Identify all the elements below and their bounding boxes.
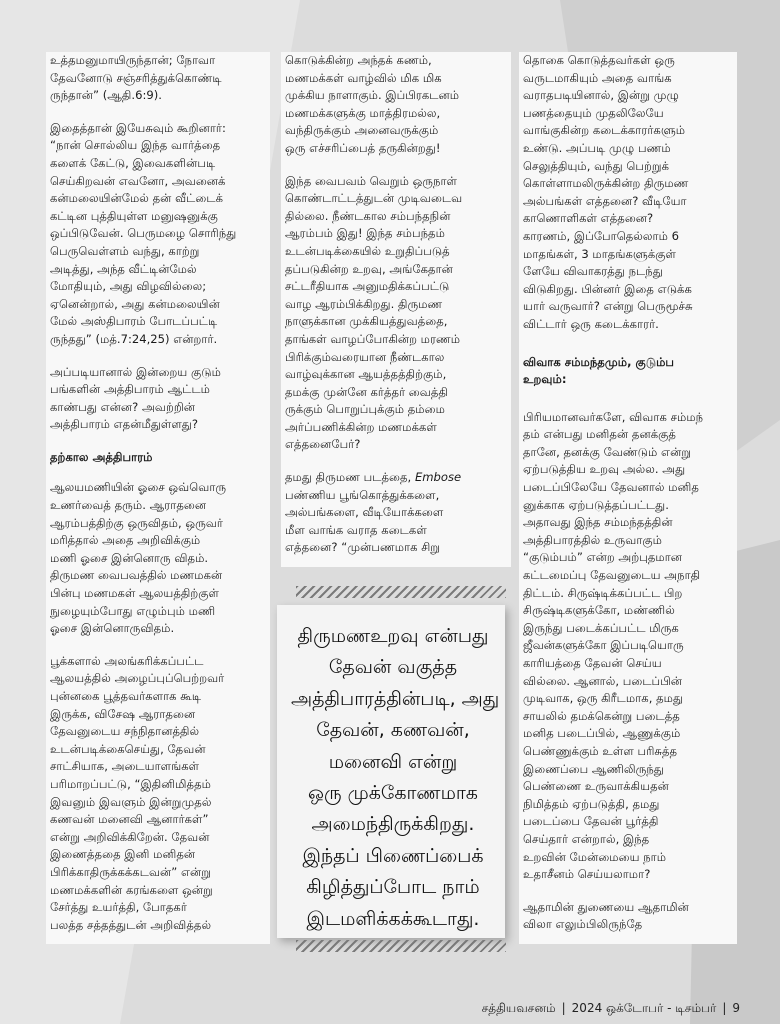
- paragraph: உத்தமனுமாயிருந்தான்; நோவா தேவனோடு சஞ்சரித்துக்கொண்டி ருந்தான்” (ஆதி.6:9).: [50, 53, 222, 103]
- paragraph: ஆதாமின் துணையை ஆதாமின் விலா எலும்பிலிருந்தே: [523, 899, 689, 932]
- pull-quote-line: ஒரு முக்கோணமாக: [308, 782, 478, 805]
- pull-quote-line: மனைவி என்று: [328, 750, 458, 773]
- article-column-3: [519, 52, 737, 944]
- pull-quote-line: இடமளிக்கக்கூடாது.: [306, 907, 480, 930]
- page-footer: சத்தியவசனம் | 2024 ஒக்டோபர் - டிசம்பர் | 9: [481, 1001, 740, 1015]
- pull-quote-line: கிழித்துப்போட நாம்: [306, 876, 480, 899]
- pull-quote-hatch-bottom: [296, 940, 506, 952]
- magazine-title: சத்தியவசனம்: [481, 1001, 556, 1015]
- paragraph: [285, 469, 505, 557]
- paragraph-lead: தமது திருமண படத்தை,: [285, 470, 415, 485]
- paragraph: இதைத்தான் இயேசுவும் கூறினார்: “நான் சொல்லிய இந்த வார்த்தை களைக் கேட்டு, இவைகளின்படி செய்கிறவன் எவனோ, அவனைக் கன்மலையின்மேல் தன் வீட்டைக் கட்டின புத்தியுள்ள மனுஷனுக்கு ஒப்பிடுவேன். பெருமழை சொரிந்து பெருவெள்ளம் வந்து, காற்று அடித்து, அந்த வீட்டின்மேல் மோதியும், அது விழவில்லை; ஏனென்றால், அது கன்மலையின் மேல் அஸ்திபாரம் போடப்பட்டி ருந்தது” (மத்.7:24,25) என்றார்.: [50, 120, 237, 346]
- paragraph-rest: பண்ணிய பூங்கொத்துக்களை, அல்பங்களை, வீடியோக்களை மீள வாங்க வராத கடைகள் எத்தனை? “முன்பணமாக சிறு: [285, 487, 444, 555]
- article-column-2: [281, 52, 511, 567]
- pull-quote-line: அத்திபாரத்தின்படி, அது: [291, 687, 500, 710]
- issue-date: 2024 ஒக்டோபர் - டிசம்பர்: [571, 1001, 717, 1015]
- pull-quote-line: திருமணஉறவு என்பது: [297, 625, 489, 647]
- pull-quote-hatch-top: [296, 586, 506, 598]
- pull-quote-line: இந்தப் பிணைப்பைக்: [302, 844, 484, 867]
- paragraph: தொகை கொடுத்தவர்கள் ஒரு வருடமாகியும் அதை வாங்க வராதபடியினால், இன்று முழு பணத்தையும் முதலிலேயே வாங்குகின்ற கடைக்காரர்களும் உண்டு. அப்படி முழு பணம் செலுத்தியும், வந்து பெற்றுக் கொள்ளாமலிருக்கின்ற திருமண அல்பங்கள் எத்தனை? வீடியோ காணொளிகள் எத்தனை? காரணம், இப்போதெல்லாம் 6 மாதங்கள், 3 மாதங்களுக்குள் ளேயே விவாகரத்து நடந்து விடுகிறது. பின்னர் இதை எடுக்க யார் வருவார்? என்று பெருமூச்சு விட்டார் ஒரு கடைக்காரர்.: [523, 53, 693, 331]
- paragraph: ஆலயமணியின் ஓசை ஒவ்வொரு உணர்வைத் தரும். ஆராதனை ஆரம்பத்திற்கு ஒருவிதம், ஒருவர் மரித்தால் அதை அறிவிக்கும் மணி ஓசை இன்னொரு விதம். திருமண வைபவத்தில் மணமகன் பின்பு மணமகள் ஆலயத்திற்குள் நுழையும்போது எழும்பும் மணி ஓசை இன்னொருவிதம்.: [50, 480, 227, 636]
- emphasis-text: Embose: [414, 470, 462, 485]
- section-heading: விவாக சம்மந்தமும், குடும்ப உறவும்:: [523, 354, 675, 387]
- section-heading: தற்கால அத்திபாரம்: [50, 449, 153, 464]
- paragraph: பூக்களால் அலங்கரிக்கப்பட்ட ஆலயத்தில் அழைப்புப்பெற்றவர் புன்னகை பூத்தவர்களாக கூடி இருக்க, விசேஷ ஆராதனை தேவனுடைய சந்நிதானத்தில் உடன்படிக்கைசெய்து, தேவன் சாட்சியாக, அடையாளங்கள் பரிமாறப்பட்டு, “இதினிமித்தம் இவனும் இவளும் இன்றுமுதல் கணவன் மனைவி ஆனார்கள்” என்று அறிவிக்கிறேன். தேவன் இணைத்ததை இனி மனிதன் பிரிக்காதிருக்கக்கடவன்” என்று மணமக்களின் கரங்களை ஒன்று சேர்த்து உயர்த்தி, போதகர் பலத்த சத்தத்துடன் அறிவித்தல்: [50, 653, 225, 932]
- pull-quote: [277, 605, 505, 938]
- paragraph: கொடுக்கின்ற அந்தக் கணம், மணமக்கள் வாழ்வில் மிக மிக முக்கிய நாளாகும். இப்பிரகடனம் மணமக்களுக்கு மாத்திரமல்ல, வந்திருக்கும் அனைவருக்கும் ஒரு எச்சரிப்பைத் தருகின்றது!: [285, 53, 460, 155]
- pull-quote-line: தேவன், கணவன்,: [316, 719, 470, 742]
- pull-quote-line: அமைந்திருக்கிறது.: [311, 813, 475, 836]
- pull-quote-line: தேவன் வகுத்த: [328, 656, 458, 679]
- paragraph: பிரியமானவர்களே, விவாக சம்மந் தம் என்பது மனிதன் தனக்குத் தானே, தனக்கு வேண்டும் என்று ஏற்படுத்திய உறவு அல்ல. அது படைப்பிலேயே தேவனால் மனித னுக்காக ஏற்படுத்தப்பட்டது. அதாவது இந்த சம்மந்தத்தின் அத்திபாரத்தில் உருவாகும் “குடும்பம்” என்ற அற்புதமான கட்டமைப்பு தேவனுடைய அநாதி திட்டம். சிருஷ்டிக்கப்பட்ட பிற சிருஷ்டிகளுக்கோ, மண்ணில் இருந்து படைக்கப்பட்ட மிருக ஜீவன்களுக்கோ இப்படியொரு காரியத்தை தேவன் செய்ய வில்லை. ஆனால், படைப்பின் முடிவாக, ஒரு கிரீடமாக, தமது சாயலில் தமக்கென்று படைத்த மனித படைப்பில், ஆணுக்கும் பெண்ணுக்கும் உள்ள பரிசுத்த இணைப்பை ஆணிலிருந்து பெண்ணை உருவாக்கியதன் நிமித்தம் ஏற்படுத்தி, தமது படைப்பை தேவன் பூர்த்தி செய்தார் என்றால், இந்த உறவின் மேன்மையை நாம் உதாசீனம் செய்யலாமா?: [523, 409, 704, 882]
- page-number: 9: [732, 1001, 740, 1015]
- article-column-1: [46, 52, 270, 944]
- paragraph: அப்படியானால் இன்றைய குடும் பங்களின் அத்திபாரம் ஆட்டம் காண்பது என்ன? அவற்றின் அத்திபாரம் எதன்மீதுள்ளது?: [50, 364, 221, 432]
- paragraph: இந்த வைபவம் வெறும் ஒருநாள் கொண்டாட்டத்துடன் முடிவடைவ தில்லை. நீண்டகால சம்பந்தநின் ஆரம்பம் இது! இந்த சம்பந்தம் உடன்படிக்கையில் உறுதிப்படுத் தப்படுகின்ற உறவு, அங்கேதான் சட்டரீதியாக அனுமதிக்கப்பட்டு வாழ ஆரம்பிக்கிறது. திருமண நாளுக்கான முக்கியத்துவத்தை, தாங்கள் வாழப்போகின்ற மரணம் பிரிக்கும்வரையான நீண்டகால வாழ்வுக்கான ஆயத்தத்திற்கும், தமக்கு முன்னே கர்த்தர் வைத்தி ருக்கும் பொறுப்புக்கும் தம்மை அர்ப்பணிக்கின்ற மணமக்கள் எத்தனைபேர்?: [285, 173, 463, 452]
